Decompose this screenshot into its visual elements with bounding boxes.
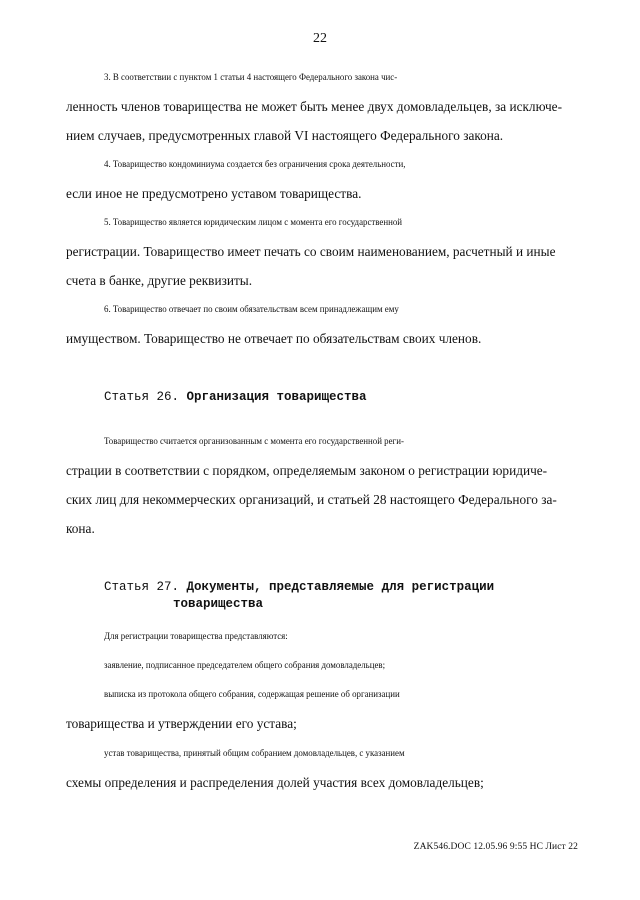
paragraph-item-5 — [66, 208, 576, 295]
paragraph-item-3 — [66, 63, 576, 150]
text-line: схемы определения и распределения долей участия всех домовладельцев; — [66, 775, 484, 790]
article-27-item-extract — [66, 680, 576, 738]
paragraph-item-4 — [66, 150, 576, 208]
text-line: если иное не предусмотрено уставом товарищества. — [66, 186, 362, 201]
text-line: 5. Товарищество является юридическим лицом с момента его государственной — [104, 217, 403, 227]
text-line: ленность членов товарищества не может быть менее двух домовладельцев, за исключе- — [66, 99, 563, 114]
article-26-title: Организация товарищества — [186, 390, 367, 404]
text-line: кона. — [66, 521, 95, 536]
text-line: 6. Товарищество отвечает по своим обязательствам всем принадлежащим ему — [104, 304, 399, 314]
page-number: 22 — [313, 31, 327, 46]
text-line: страции в соответствии с порядком, определяемым законом о регистрации юридиче- — [66, 463, 548, 478]
text-line: ских лиц для некоммерческих организаций, и статьей 28 настоящего Федерального за- — [66, 492, 557, 507]
paragraph-item-6 — [66, 295, 576, 353]
text-line: Для регистрации товарищества представляются: — [104, 631, 288, 641]
article-27-title-line2: товарищества — [173, 597, 264, 611]
article-26-label: Статья 26. — [104, 390, 180, 404]
text-line: регистрации. Товарищество имеет печать со своим наименованием, расчетный и иные — [66, 244, 556, 259]
text-line: выписка из протокола общего собрания, содержащая решение об организации — [104, 689, 400, 699]
text-line: имуществом. Товарищество не отвечает по обязательствам своих членов. — [66, 331, 482, 346]
article-27-item-application — [66, 651, 576, 680]
article-27-heading — [104, 579, 494, 613]
text-line: Товарищество считается организованным с момента его государственной реги- — [104, 436, 404, 446]
text-line: заявление, подписанное председателем общего собрания домовладельцев; — [104, 660, 386, 670]
article-26-heading — [104, 389, 367, 406]
article-27-intro — [66, 622, 576, 651]
article-26-body — [66, 427, 576, 543]
text-line: 3. В соответствии с пунктом 1 статьи 4 настоящего Федерального закона чис- — [104, 72, 398, 82]
document-footer: ZAK546.DOC 12.05.96 9:55 НС Лист 22 — [413, 842, 578, 852]
text-line: нием случаев, предусмотренных главой VI настоящего Федерального закона. — [66, 128, 504, 143]
text-line: устав товарищества, принятый общим собранием домовладельцев, с указанием — [104, 748, 405, 758]
text-line: товарищества и утверждении его устава; — [66, 716, 297, 731]
text-line: 4. Товарищество кондоминиума создается без ограничения срока деятельности, — [104, 159, 406, 169]
article-27-label: Статья 27. — [104, 580, 180, 594]
article-27-item-charter — [66, 739, 576, 797]
text-line: счета в банке, другие реквизиты. — [66, 273, 253, 288]
article-27-title-line1: Документы, представляемые для регистрации — [186, 580, 495, 594]
